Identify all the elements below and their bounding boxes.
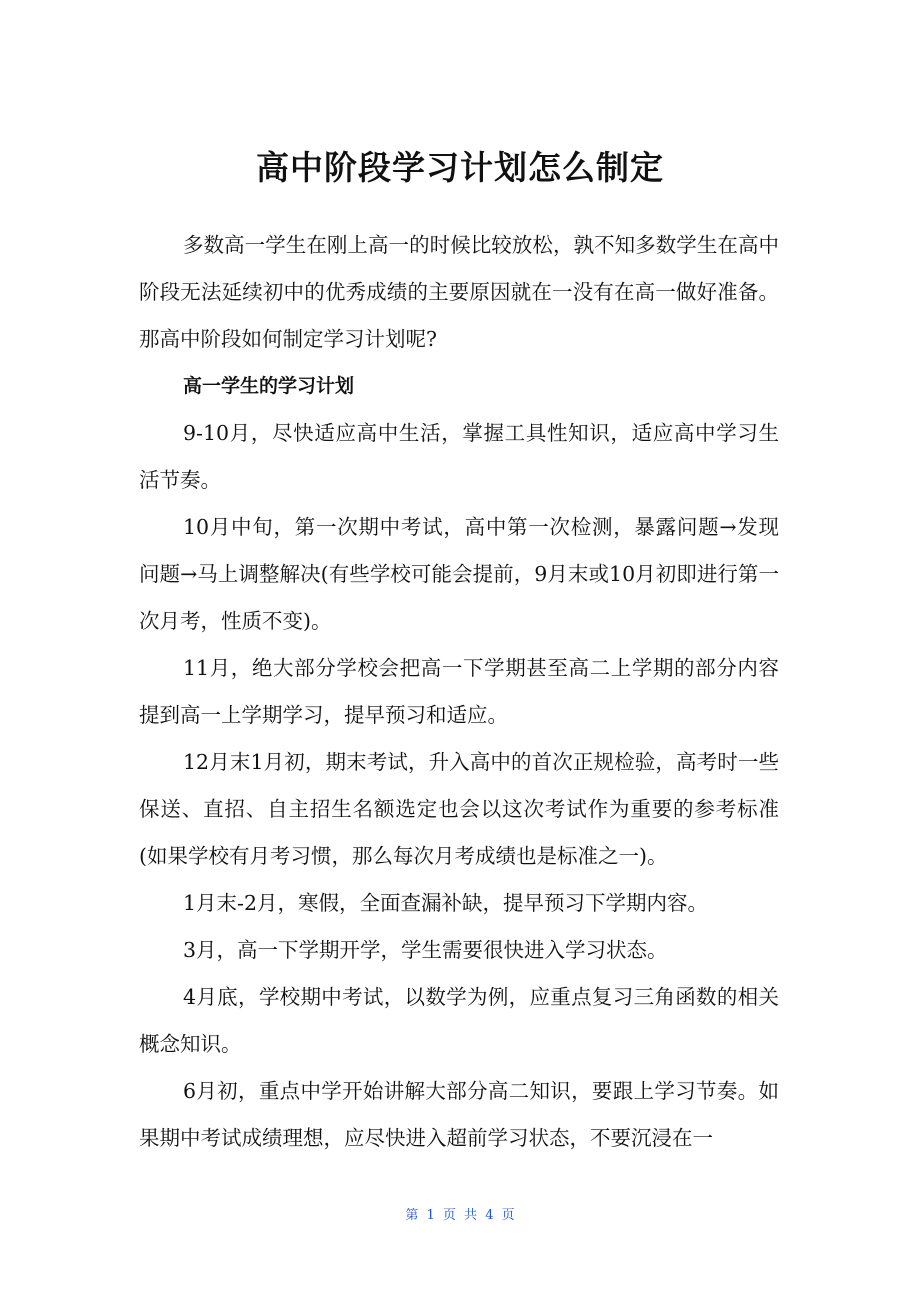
document-body	[139, 222, 779, 1162]
paragraph: 10月中旬，第一次期中考试，高中第一次检测，暴露问题→发现问题→马上调整解决(有些学校可能会提前，9月末或10月初即进行第一次月考，性质不变)。	[139, 515, 779, 633]
paragraph: 12月末1月初，期末考试，升入高中的首次正规检验，高考时一些保送、直招、自主招生名额选定也会以这次考试作为重要的参考标准(如果学校有月考习惯，那么每次月考成绩也是标准之一)。	[139, 750, 779, 868]
paragraph: 11月，绝大部分学校会把高一下学期甚至高二上学期的部分内容提到高一上学期学习，提早预习和适应。	[139, 656, 779, 727]
paragraph: 9-10月，尽快适应高中生活，掌握工具性知识，适应高中学习生活节奏。	[139, 421, 779, 492]
intro-paragraph: 多数高一学生在刚上高一的时候比较放松，孰不知多数学生在高中阶段无法延续初中的优秀成绩的主要原因就在一没有在高一做好准备。那高中阶段如何制定学习计划呢?	[139, 233, 779, 351]
section-heading: 高一学生的学习计划	[183, 375, 355, 397]
page-number-footer: 第 1 页 共 4 页	[405, 1208, 515, 1223]
paragraph: 3月，高一下学期开学，学生需要很快进入学习状态。	[183, 938, 668, 962]
paragraph: 6月初，重点中学开始讲解大部分高二知识，要跟上学习节奏。如果期中考试成绩理想，应尽快进入超前学习状态，不要沉浸在一	[139, 1079, 779, 1150]
paragraph: 1月末-2月，寒假，全面查漏补缺，提早预习下学期内容。	[183, 891, 709, 915]
document-title: 高中阶段学习计划怎么制定	[256, 148, 664, 187]
paragraph: 4月底，学校期中考试，以数学为例，应重点复习三角函数的相关概念知识。	[139, 985, 779, 1056]
